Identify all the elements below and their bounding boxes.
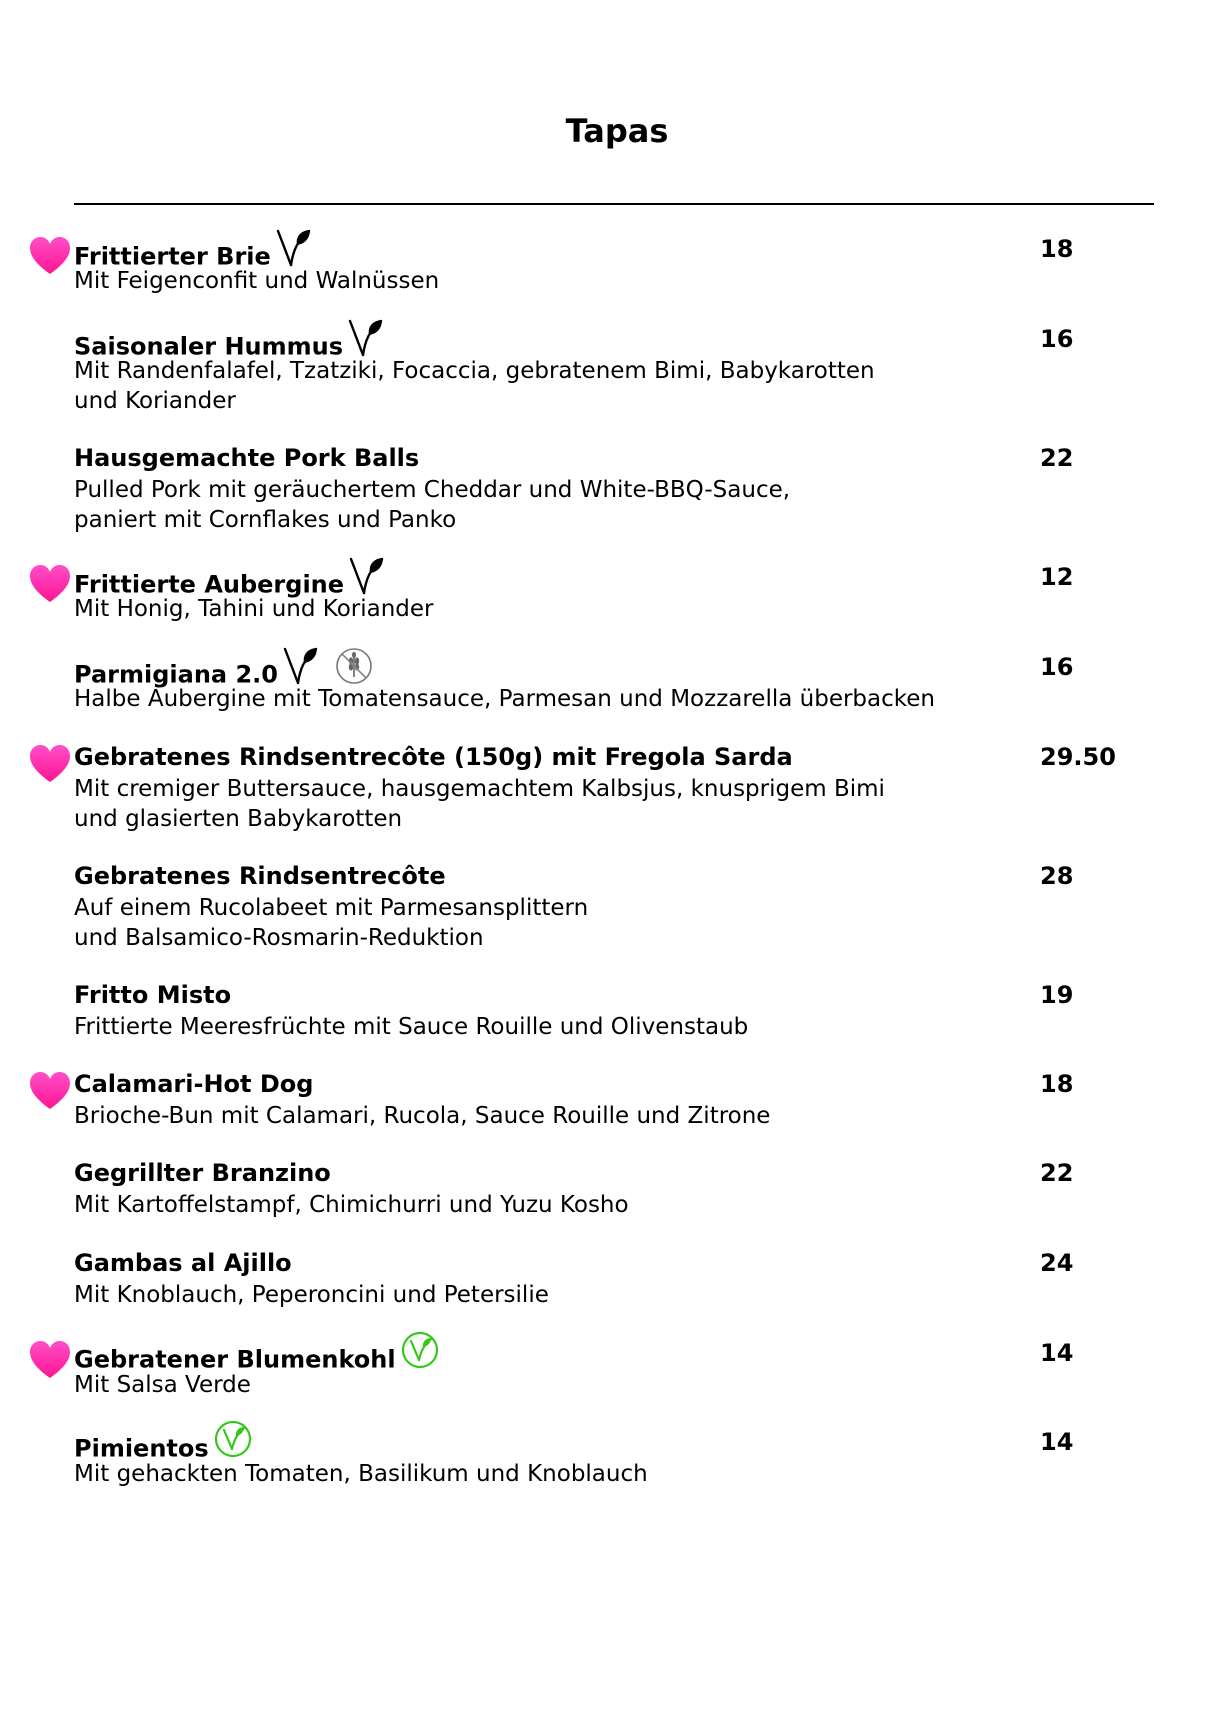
vegan-circle-icon xyxy=(400,1330,440,1379)
item-name: Parmigiana 2.0 xyxy=(74,660,278,689)
item-description: Mit gehackten Tomaten, Basilikum und Knoblauch xyxy=(74,1461,648,1487)
heart-icon xyxy=(28,1340,72,1380)
item-description: und Koriander xyxy=(74,388,236,414)
item-description: Mit Randenfalafel, Tzatziki, Focaccia, gebratenem Bimi, Babykarotten xyxy=(74,358,875,384)
item-name-line xyxy=(74,322,1184,361)
item-name-line xyxy=(74,978,1184,1012)
item-name: Saisonaler Hummus xyxy=(74,332,344,361)
item-name-line xyxy=(74,1156,1184,1190)
item-name: Frittierte Aubergine xyxy=(74,570,345,599)
menu-item xyxy=(74,650,1184,714)
item-name-line xyxy=(74,650,1184,689)
item-description: Mit Salsa Verde xyxy=(74,1372,251,1398)
item-name-line xyxy=(74,1067,1184,1101)
item-price: 24 xyxy=(1040,1249,1074,1277)
item-price: 12 xyxy=(1040,563,1074,591)
item-description: Frittierte Meeresfrüchte mit Sauce Rouille und Olivenstaub xyxy=(74,1014,749,1040)
menu-item xyxy=(74,978,1184,1042)
item-price: 19 xyxy=(1040,981,1074,1009)
item-description: Halbe Aubergine mit Tomatensauce, Parmesan und Mozzarella überbacken xyxy=(74,686,935,712)
page-title: Tapas xyxy=(565,112,669,150)
item-price: 18 xyxy=(1040,235,1074,263)
item-name-line xyxy=(74,1336,1184,1374)
menu-item xyxy=(74,740,1184,834)
vegetarian-leaf-icon xyxy=(348,555,386,606)
heart-icon xyxy=(28,744,72,784)
item-price: 22 xyxy=(1040,444,1074,472)
item-name: Gebratener Blumenkohl xyxy=(74,1345,396,1374)
item-name-line xyxy=(74,232,1184,271)
item-description: Pulled Pork mit geräuchertem Cheddar und White-BBQ-Sauce, xyxy=(74,477,791,503)
menu-item xyxy=(74,1425,1184,1489)
item-description: Mit Feigenconfit und Walnüssen xyxy=(74,268,440,294)
item-price: 14 xyxy=(1040,1339,1074,1367)
menu-item xyxy=(74,232,1184,296)
item-price: 14 xyxy=(1040,1428,1074,1456)
menu-item xyxy=(74,1246,1184,1310)
item-name: Pimientos xyxy=(74,1434,209,1463)
item-description: Auf einem Rucolabeet mit Parmesansplittern xyxy=(74,895,589,921)
item-price: 29.50 xyxy=(1040,743,1116,771)
menu-item xyxy=(74,859,1184,953)
item-description: und Balsamico-Rosmarin-Reduktion xyxy=(74,925,484,951)
menu-item xyxy=(74,1067,1184,1131)
vegan-circle-icon xyxy=(213,1419,253,1468)
item-description: Brioche-Bun mit Calamari, Rucola, Sauce Rouille und Zitrone xyxy=(74,1103,771,1129)
heart-icon xyxy=(28,236,72,276)
item-description: Mit cremiger Buttersauce, hausgemachtem Kalbsjus, knusprigem Bimi xyxy=(74,776,885,802)
item-description: paniert mit Cornflakes und Panko xyxy=(74,507,457,533)
item-name: Gegrillter Branzino xyxy=(74,1159,331,1187)
menu-item xyxy=(74,1336,1184,1400)
heart-icon xyxy=(28,1071,72,1111)
vegetarian-leaf-icon xyxy=(347,317,385,368)
menu-item xyxy=(74,441,1184,535)
item-name-line xyxy=(74,740,1184,774)
menu-item xyxy=(74,560,1184,624)
item-name-line xyxy=(74,859,1184,893)
item-description: Mit Kartoffelstampf, Chimichurri und Yuzu Kosho xyxy=(74,1192,629,1218)
heart-icon xyxy=(28,564,72,604)
item-price: 18 xyxy=(1040,1070,1074,1098)
item-name: Gebratenes Rindsentrecôte xyxy=(74,862,446,890)
gluten-free-icon xyxy=(332,646,376,695)
menu-item xyxy=(74,322,1184,416)
item-name: Calamari-Hot Dog xyxy=(74,1070,314,1098)
divider xyxy=(74,203,1154,205)
item-price: 16 xyxy=(1040,653,1074,681)
vegetarian-leaf-icon xyxy=(275,227,313,278)
item-description: Mit Honig, Tahini und Koriander xyxy=(74,596,434,622)
item-name: Gebratenes Rindsentrecôte (150g) mit Fregola Sarda xyxy=(74,743,793,771)
item-name-line xyxy=(74,1425,1184,1463)
menu-item xyxy=(74,1156,1184,1220)
item-name: Gambas al Ajillo xyxy=(74,1249,292,1277)
item-name: Hausgemachte Pork Balls xyxy=(74,444,420,472)
vegetarian-leaf-icon xyxy=(282,645,320,696)
item-name: Frittierter Brie xyxy=(74,242,271,271)
item-name-line xyxy=(74,1246,1184,1280)
item-name-line xyxy=(74,441,1184,475)
item-description: Mit Knoblauch, Peperoncini und Petersilie xyxy=(74,1282,549,1308)
item-description: und glasierten Babykarotten xyxy=(74,806,403,832)
item-price: 16 xyxy=(1040,325,1074,353)
item-price: 22 xyxy=(1040,1159,1074,1187)
item-price: 28 xyxy=(1040,862,1074,890)
item-name: Fritto Misto xyxy=(74,981,232,1009)
item-name-line xyxy=(74,560,1184,599)
